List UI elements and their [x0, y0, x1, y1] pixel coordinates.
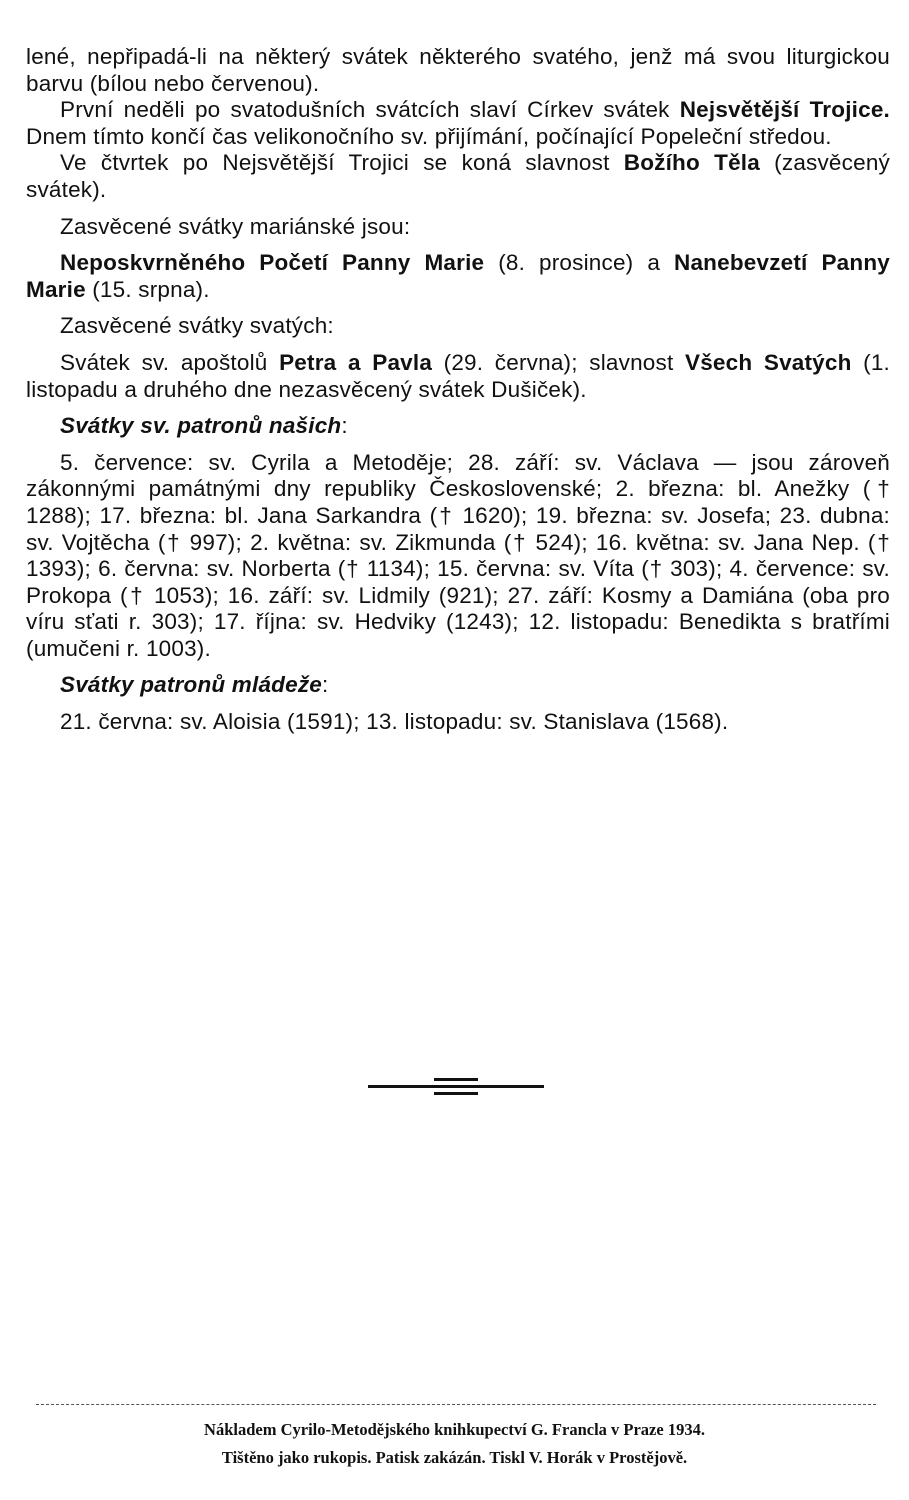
- footer-printer-line: Tištěno jako rukopis. Patisk zakázán. Tiskl V. Horák v Prostějově.: [221, 1448, 688, 1467]
- footer-rule: [36, 1404, 876, 1405]
- text-run: Svátek sv. apoštolů: [60, 349, 280, 375]
- paragraph: [26, 97, 890, 150]
- text-run: 21. června: sv. Aloisia (1591); 13. listopadu: sv. Stanislava (1568).: [60, 709, 729, 735]
- text-run: :: [341, 413, 348, 439]
- paragraph: [26, 450, 890, 663]
- bold-text-run: Nejsvětější Trojice.: [679, 97, 890, 123]
- paragraph: [26, 350, 890, 403]
- text-run: lené, nepřipadá-li na některý svátek některého svatého, jenž má svou liturgickou barvu (bílou nebo červenou).: [26, 44, 890, 96]
- text-run: První neděli po svatodušních svátcích slaví Církev svátek: [60, 97, 680, 123]
- text-run: (1. listopadu a druhého dne nezasvěcený svátek Dušiček).: [26, 349, 891, 402]
- page-body: [26, 44, 890, 736]
- ornament-bar-top: [434, 1078, 478, 1081]
- bold-text-run: Nanebevzetí Panny Marie: [26, 250, 890, 302]
- paragraph: [26, 250, 890, 303]
- paragraph: [26, 672, 890, 699]
- footer-publisher-line: Nákladem Cyrilo-Metodějského knihkupectví G. Francla v Praze 1934.: [204, 1420, 705, 1439]
- bold-text-run: Všech Svatých: [684, 349, 852, 375]
- italic-heading-run: Svátky patronů mládeže: [60, 672, 322, 698]
- text-run: (15. srpna).: [85, 276, 210, 302]
- paragraph: [26, 44, 890, 97]
- text-run: :: [322, 672, 329, 698]
- text-run: (8. prosince) a: [484, 250, 674, 276]
- paragraph: [26, 313, 890, 340]
- text-run: Ve čtvrtek po Nejsvětější Trojici se koná slavnost: [60, 150, 624, 176]
- paragraph: [26, 413, 890, 440]
- text-run: Zasvěcené svátky svatých:: [60, 313, 334, 339]
- text-run: Zasvěcené svátky mariánské jsou:: [60, 213, 411, 239]
- italic-heading-run: Svátky sv. patronů našich: [60, 413, 342, 439]
- text-run: 5. července: sv. Cyrila a Metoděje; 28. září: sv. Václava — jsou zároveň zákonnými památnými dny republiky Československé; 2. března: bl. Anežky († 1288); 17. března: bl. Jana Sarkandra († 1620); 19. března: sv. Josefa; 23. dubna: sv. Vojtěcha († 997); 2. května: sv. Zikmunda († 524); 16. května: sv. Jana Nep. († 1393); 6. června: sv. Norberta († 1134); 15. června: sv. Víta († 303); 4. července: sv. Prokopa († 1053); 16. září: sv. Lidmily (921); 27. září: Kosmy a Damiána (oba pro víru sťati r. 303); 17. října: sv. Hedviky (1243); 12. listopadu: Benedikta s bratřími (umučeni r. 1003).: [26, 449, 890, 661]
- ornament-bar-bottom: [434, 1092, 478, 1095]
- bold-text-run: Neposkvrněného Početí Panny Marie: [60, 250, 485, 276]
- text-run: Dnem tímto končí čas velikonočního sv. přijímání, počínající Popeleční středou.: [26, 123, 832, 149]
- section-divider-ornament: [368, 1074, 544, 1104]
- paragraph: [26, 709, 890, 736]
- bold-text-run: Petra a Pavla: [279, 349, 433, 375]
- ornament-bar-main: [368, 1085, 544, 1088]
- text-run: (29. června); slavnost: [432, 349, 685, 375]
- paragraph: [26, 214, 890, 241]
- text-run: (zasvěcený svátek).: [26, 150, 890, 202]
- bold-text-run: Božího Těla: [623, 150, 760, 176]
- paragraph: [26, 150, 890, 203]
